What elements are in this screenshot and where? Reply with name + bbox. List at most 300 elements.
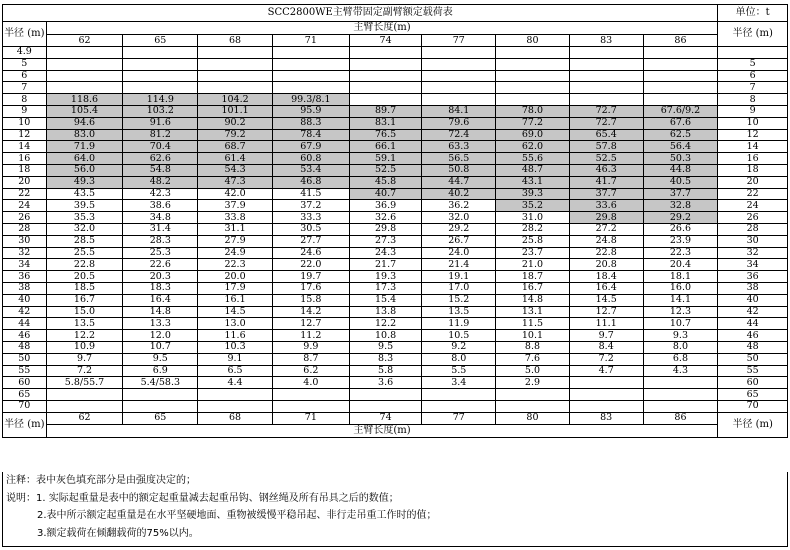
load-value-cell [272, 400, 349, 412]
load-value-cell: 13.8 [349, 306, 422, 318]
radius-cell-right: 42 [718, 306, 788, 318]
note-remark: 注释：表中灰色填充部分是由强度决定的； [6, 475, 196, 486]
load-value-cell: 5.8/55.7 [46, 377, 123, 389]
load-value-cell: 24.8 [569, 235, 643, 247]
load-value-cell: 22.8 [569, 247, 643, 259]
load-value-cell: 67.6 [643, 117, 718, 129]
boom-length-col-header: 80 [496, 35, 570, 47]
load-value-cell: 12.2 [46, 330, 123, 342]
load-value-cell: 28.5 [46, 235, 123, 247]
load-value-cell: 89.7 [349, 105, 422, 117]
radius-cell-right: 30 [718, 235, 788, 247]
load-value-cell: 10.1 [496, 330, 570, 342]
load-value-cell: 8.3 [349, 353, 422, 365]
load-value-cell [569, 58, 643, 70]
load-value-cell: 4.4 [198, 377, 273, 389]
title-row [3, 5, 788, 22]
load-value-cell: 79.2 [198, 129, 273, 141]
load-value-cell: 18.4 [569, 271, 643, 283]
boom-length-col-header: 77 [422, 35, 496, 47]
radius-cell-left: 42 [3, 306, 47, 318]
load-value-cell: 20.0 [198, 271, 273, 283]
radius-cell-right: 34 [718, 259, 788, 271]
load-value-cell: 12.7 [569, 306, 643, 318]
table-row [3, 188, 788, 200]
load-value-cell [422, 70, 496, 82]
load-value-cell [643, 58, 718, 70]
table-row [3, 294, 788, 306]
load-value-cell [123, 70, 198, 82]
radius-cell-right: 44 [718, 318, 788, 330]
load-value-cell: 32.0 [46, 223, 123, 235]
load-value-cell: 101.1 [198, 105, 273, 117]
load-value-cell: 56.0 [46, 164, 123, 176]
load-value-cell: 10.9 [46, 341, 123, 353]
radius-cell-right: 6 [718, 70, 788, 82]
table-row [3, 176, 788, 188]
load-value-cell: 27.2 [569, 223, 643, 235]
load-value-cell: 32.8 [643, 200, 718, 212]
load-value-cell: 15.4 [349, 294, 422, 306]
load-value-cell [422, 58, 496, 70]
load-value-cell: 22.3 [643, 247, 718, 259]
load-value-cell: 29.2 [422, 223, 496, 235]
load-value-cell: 11.1 [569, 318, 643, 330]
radius-cell-left: 30 [3, 235, 47, 247]
load-value-cell: 12.7 [272, 318, 349, 330]
radius-cell-left: 26 [3, 212, 47, 224]
load-value-cell [349, 58, 422, 70]
boom-length-col-footer: 80 [496, 412, 570, 424]
load-value-cell: 39.5 [46, 200, 123, 212]
radius-footer-right: 半径 (m) [718, 412, 788, 437]
load-value-cell: 35.2 [496, 200, 570, 212]
load-value-cell: 54.8 [123, 164, 198, 176]
load-value-cell: 57.8 [569, 141, 643, 153]
load-value-cell [123, 47, 198, 59]
load-value-cell [46, 47, 123, 59]
load-value-cell: 10.7 [123, 341, 198, 353]
table-row [3, 259, 788, 271]
load-value-cell: 114.9 [123, 94, 198, 106]
load-value-cell: 15.2 [422, 294, 496, 306]
load-value-cell: 5.5 [422, 365, 496, 377]
load-value-cell: 7.6 [496, 353, 570, 365]
load-value-cell [272, 58, 349, 70]
radius-cell-right: 18 [718, 164, 788, 176]
radius-cell-left: 14 [3, 141, 47, 153]
load-value-cell: 23.7 [496, 247, 570, 259]
load-value-cell: 7.2 [569, 353, 643, 365]
load-value-cell: 36.2 [422, 200, 496, 212]
load-value-cell: 50.3 [643, 153, 718, 165]
load-value-cell: 10.7 [643, 318, 718, 330]
load-value-cell: 12.0 [123, 330, 198, 342]
load-value-cell: 18.1 [643, 271, 718, 283]
load-value-cell: 9.5 [123, 353, 198, 365]
radius-cell-right: 50 [718, 353, 788, 365]
load-value-cell: 41.7 [569, 176, 643, 188]
chart-title: SCC2800WE主臂带固定副臂额定载荷表 [3, 5, 718, 22]
load-value-cell: 27.9 [198, 235, 273, 247]
load-value-cell [349, 389, 422, 401]
load-value-cell: 83.1 [349, 117, 422, 129]
load-value-cell: 46.3 [569, 164, 643, 176]
load-value-cell [198, 400, 273, 412]
load-value-cell: 66.1 [349, 141, 422, 153]
load-value-cell [569, 47, 643, 59]
boom-length-col-footer: 86 [643, 412, 718, 424]
load-value-cell: 90.2 [198, 117, 273, 129]
load-value-cell [422, 389, 496, 401]
load-value-cell: 23.9 [643, 235, 718, 247]
load-value-cell: 41.5 [272, 188, 349, 200]
boom-length-col-footer: 62 [46, 412, 123, 424]
load-value-cell [198, 58, 273, 70]
radius-cell-right: 14 [718, 141, 788, 153]
load-value-cell: 8.7 [272, 353, 349, 365]
load-value-cell [272, 47, 349, 59]
load-value-cell: 44.7 [422, 176, 496, 188]
load-value-cell [496, 47, 570, 59]
load-value-cell: 37.2 [272, 200, 349, 212]
load-value-cell: 24.6 [272, 247, 349, 259]
radius-cell-right: 26 [718, 212, 788, 224]
load-value-cell [272, 82, 349, 94]
load-value-cell: 11.6 [198, 330, 273, 342]
load-value-cell: 6.5 [198, 365, 273, 377]
radius-cell-left: 65 [3, 389, 47, 401]
load-value-cell: 8.8 [496, 341, 570, 353]
load-value-cell: 17.6 [272, 282, 349, 294]
load-value-cell: 13.0 [198, 318, 273, 330]
load-value-cell: 79.6 [422, 117, 496, 129]
radius-cell-left: 44 [3, 318, 47, 330]
load-value-cell: 14.8 [123, 306, 198, 318]
load-value-cell: 5.8 [349, 365, 422, 377]
load-value-cell: 42.0 [198, 188, 273, 200]
load-value-cell: 62.0 [496, 141, 570, 153]
load-value-cell: 4.0 [272, 377, 349, 389]
radius-cell-right: 10 [718, 117, 788, 129]
table-row [3, 282, 788, 294]
load-value-cell [496, 70, 570, 82]
load-value-cell [569, 94, 643, 106]
boom-length-col-footer: 83 [569, 412, 643, 424]
load-value-cell: 17.0 [422, 282, 496, 294]
load-value-cell [496, 389, 570, 401]
load-value-cell: 68.7 [198, 141, 273, 153]
table-row [3, 271, 788, 283]
load-value-cell: 78.4 [272, 129, 349, 141]
table-row [3, 365, 788, 377]
load-value-cell: 71.9 [46, 141, 123, 153]
table-row [3, 117, 788, 129]
boom-length-col-footer: 65 [123, 412, 198, 424]
load-value-cell [349, 47, 422, 59]
footer-row-label [3, 424, 788, 437]
table-row [3, 330, 788, 342]
load-value-cell [422, 94, 496, 106]
load-value-cell: 37.9 [198, 200, 273, 212]
load-value-cell [643, 47, 718, 59]
radius-cell-left: 20 [3, 176, 47, 188]
load-value-cell: 22.6 [123, 259, 198, 271]
radius-cell-right: 9 [718, 105, 788, 117]
load-value-cell: 59.1 [349, 153, 422, 165]
load-value-cell [46, 58, 123, 70]
load-value-cell: 47.3 [198, 176, 273, 188]
radius-footer-left: 半径 (m) [3, 412, 47, 437]
load-value-cell: 48.7 [496, 164, 570, 176]
load-value-cell: 12.3 [643, 306, 718, 318]
load-value-cell [643, 94, 718, 106]
radius-cell-right: 46 [718, 330, 788, 342]
load-value-cell: 2.9 [496, 377, 570, 389]
radius-cell-left: 28 [3, 223, 47, 235]
load-value-cell: 43.5 [46, 188, 123, 200]
load-value-cell: 16.7 [46, 294, 123, 306]
load-value-cell: 25.8 [496, 235, 570, 247]
radius-cell-right: 65 [718, 389, 788, 401]
load-value-cell: 11.9 [422, 318, 496, 330]
notes-section [2, 472, 788, 547]
radius-cell-left: 18 [3, 164, 47, 176]
load-value-cell: 45.8 [349, 176, 422, 188]
radius-cell-right: 7 [718, 82, 788, 94]
load-value-cell: 104.2 [198, 94, 273, 106]
load-value-cell: 26.6 [643, 223, 718, 235]
load-value-cell: 67.9 [272, 141, 349, 153]
load-value-cell: 31.4 [123, 223, 198, 235]
radius-cell-left: 32 [3, 247, 47, 259]
note-item-2: 2.表中所示额定起重量是在水平坚硬地面、重物被缓慢平稳吊起、非行走吊重工作时的值； [37, 510, 437, 521]
load-value-cell: 16.1 [198, 294, 273, 306]
load-value-cell: 18.5 [46, 282, 123, 294]
radius-cell-right: 8 [718, 94, 788, 106]
load-value-cell: 13.1 [496, 306, 570, 318]
load-value-cell: 44.8 [643, 164, 718, 176]
boom-length-col-footer: 68 [198, 412, 273, 424]
radius-cell-right: 60 [718, 377, 788, 389]
load-value-cell: 72.4 [422, 129, 496, 141]
boom-length-col-footer: 74 [349, 412, 422, 424]
load-value-cell: 10.5 [422, 330, 496, 342]
load-value-cell [198, 70, 273, 82]
note-item-3: 3.额定载荷在倾翻载荷的75%以内。 [37, 527, 199, 539]
table-row [3, 341, 788, 353]
boom-length-col-footer: 77 [422, 412, 496, 424]
load-value-cell: 88.3 [272, 117, 349, 129]
table-row [3, 400, 788, 412]
load-value-cell: 16.7 [496, 282, 570, 294]
load-value-cell: 48.2 [123, 176, 198, 188]
load-value-cell: 65.4 [569, 129, 643, 141]
boom-length-col-header: 65 [123, 35, 198, 47]
table-row [3, 153, 788, 165]
load-value-cell: 40.7 [349, 188, 422, 200]
load-value-cell: 118.6 [46, 94, 123, 106]
radius-cell-left: 55 [3, 365, 47, 377]
radius-cell-right: 24 [718, 200, 788, 212]
load-value-cell: 64.0 [46, 153, 123, 165]
load-value-cell [46, 400, 123, 412]
load-value-cell: 40.5 [643, 176, 718, 188]
load-value-cell: 36.9 [349, 200, 422, 212]
radius-cell-right: 40 [718, 294, 788, 306]
radius-cell-left: 22 [3, 188, 47, 200]
load-chart-sheet [2, 4, 788, 438]
radius-cell-left: 50 [3, 353, 47, 365]
load-value-cell [643, 70, 718, 82]
table-row [3, 247, 788, 259]
load-value-cell: 14.1 [643, 294, 718, 306]
load-value-cell: 40.2 [422, 188, 496, 200]
load-value-cell: 9.9 [272, 341, 349, 353]
load-value-cell: 24.9 [198, 247, 273, 259]
table-row [3, 223, 788, 235]
load-value-cell: 6.9 [123, 365, 198, 377]
load-value-cell: 8.4 [569, 341, 643, 353]
load-value-cell: 84.1 [422, 105, 496, 117]
load-value-cell: 33.6 [569, 200, 643, 212]
load-value-cell: 32.6 [349, 212, 422, 224]
table-row [3, 58, 788, 70]
load-value-cell: 95.9 [272, 105, 349, 117]
load-value-cell: 32.0 [422, 212, 496, 224]
load-value-cell: 43.1 [496, 176, 570, 188]
load-value-cell: 24.3 [349, 247, 422, 259]
load-value-cell: 49.3 [46, 176, 123, 188]
load-value-cell [569, 70, 643, 82]
load-value-cell [46, 70, 123, 82]
load-value-cell [349, 70, 422, 82]
load-value-cell: 31.1 [198, 223, 273, 235]
load-value-cell: 33.3 [272, 212, 349, 224]
load-value-cell: 13.5 [46, 318, 123, 330]
load-value-cell: 9.7 [569, 330, 643, 342]
table-row [3, 212, 788, 224]
load-value-cell: 94.6 [46, 117, 123, 129]
load-value-cell: 62.5 [643, 129, 718, 141]
load-value-cell: 28.3 [123, 235, 198, 247]
load-value-cell: 37.7 [569, 188, 643, 200]
load-value-cell [198, 47, 273, 59]
load-value-cell: 22.8 [46, 259, 123, 271]
load-value-cell: 19.1 [422, 271, 496, 283]
load-value-cell [422, 47, 496, 59]
load-value-cell: 81.2 [123, 129, 198, 141]
radius-cell-left: 6 [3, 70, 47, 82]
radius-header-right: 半径 (m) [718, 22, 788, 47]
radius-cell-left: 9 [3, 105, 47, 117]
load-value-cell: 52.5 [569, 153, 643, 165]
table-row [3, 235, 788, 247]
load-value-cell [123, 82, 198, 94]
load-value-cell: 3.4 [422, 377, 496, 389]
table-row [3, 318, 788, 330]
load-value-cell [123, 389, 198, 401]
load-value-cell: 5.0 [496, 365, 570, 377]
load-value-cell: 11.2 [272, 330, 349, 342]
load-value-cell: 91.6 [123, 117, 198, 129]
load-value-cell: 14.8 [496, 294, 570, 306]
header-row-lengths-top [3, 35, 788, 47]
load-value-cell: 46.8 [272, 176, 349, 188]
load-value-cell [569, 377, 643, 389]
radius-cell-right: 12 [718, 129, 788, 141]
load-value-cell: 10.8 [349, 330, 422, 342]
radius-cell-left: 8 [3, 94, 47, 106]
load-value-cell: 27.3 [349, 235, 422, 247]
radius-cell-right: 70 [718, 400, 788, 412]
load-value-cell: 15.8 [272, 294, 349, 306]
radius-cell-right: 36 [718, 271, 788, 283]
radius-cell-left: 5 [3, 58, 47, 70]
load-value-cell: 13.5 [422, 306, 496, 318]
load-value-cell: 20.5 [46, 271, 123, 283]
table-row [3, 129, 788, 141]
load-value-cell: 20.8 [569, 259, 643, 271]
load-value-cell: 27.7 [272, 235, 349, 247]
radius-cell-right: 38 [718, 282, 788, 294]
load-value-cell: 20.3 [123, 271, 198, 283]
table-row [3, 200, 788, 212]
load-value-cell: 3.6 [349, 377, 422, 389]
load-value-cell [643, 400, 718, 412]
load-value-cell [643, 377, 718, 389]
load-value-cell [643, 389, 718, 401]
load-value-cell: 17.9 [198, 282, 273, 294]
note-item-1: 说明：1. 实际起重量是表中的额定起重量减去起重吊钩、钢丝绳及所有吊具之后的数值； [6, 492, 399, 504]
load-value-cell: 11.5 [496, 318, 570, 330]
load-value-cell: 38.6 [123, 200, 198, 212]
radius-cell-left: 70 [3, 400, 47, 412]
load-value-cell: 63.3 [422, 141, 496, 153]
table-row [3, 306, 788, 318]
load-value-cell: 17.3 [349, 282, 422, 294]
load-value-cell: 21.7 [349, 259, 422, 271]
load-value-cell: 50.8 [422, 164, 496, 176]
load-value-cell: 37.7 [643, 188, 718, 200]
load-value-cell: 54.3 [198, 164, 273, 176]
table-row [3, 105, 788, 117]
load-value-cell: 25.5 [46, 247, 123, 259]
radius-cell-left: 24 [3, 200, 47, 212]
boom-length-col-header: 71 [272, 35, 349, 47]
load-value-cell: 60.8 [272, 153, 349, 165]
load-value-cell: 69.0 [496, 129, 570, 141]
header-row-top [3, 22, 788, 35]
load-value-cell [272, 389, 349, 401]
radius-cell-left: 48 [3, 341, 47, 353]
radius-cell-left: 10 [3, 117, 47, 129]
load-value-cell: 4.3 [643, 365, 718, 377]
unit-label: 单位：t [718, 5, 788, 22]
load-value-cell [569, 82, 643, 94]
load-value-cell: 29.2 [643, 212, 718, 224]
load-value-cell [46, 389, 123, 401]
load-value-cell: 42.3 [123, 188, 198, 200]
table-row [3, 141, 788, 153]
load-value-cell: 5.4/58.3 [123, 377, 198, 389]
load-value-cell [496, 58, 570, 70]
radius-cell-right: 48 [718, 341, 788, 353]
load-value-cell [643, 82, 718, 94]
load-value-cell: 18.3 [123, 282, 198, 294]
load-value-cell: 61.4 [198, 153, 273, 165]
load-value-cell: 4.7 [569, 365, 643, 377]
